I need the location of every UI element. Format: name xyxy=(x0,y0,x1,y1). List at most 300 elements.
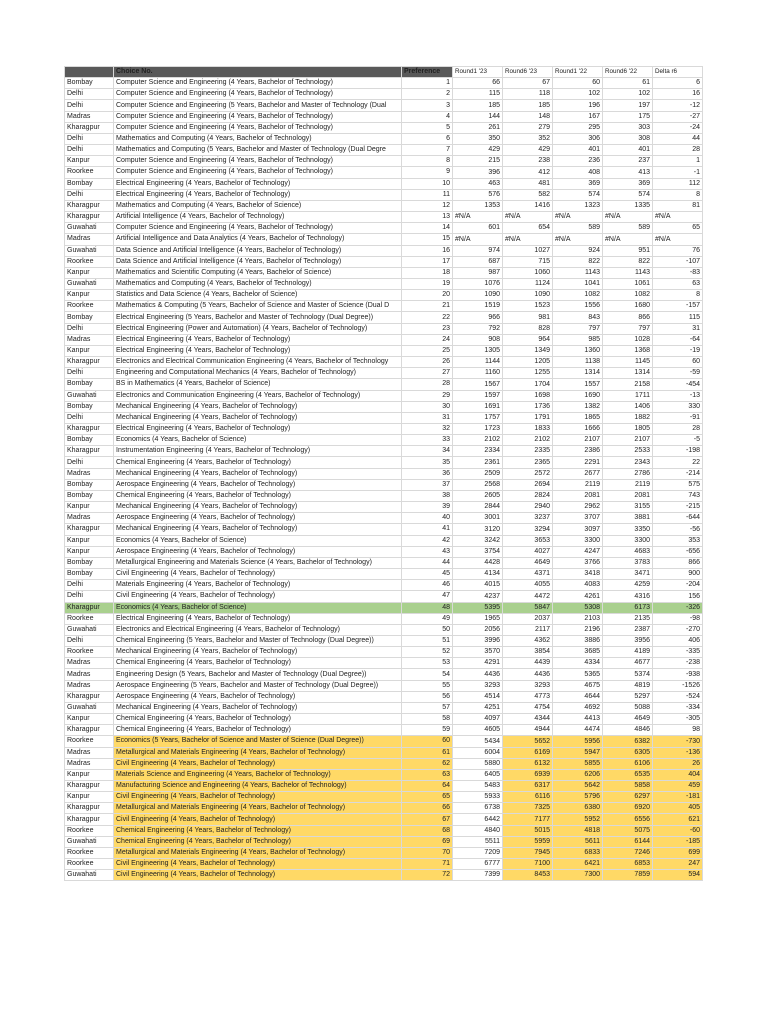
preference-cell[interactable]: 38 xyxy=(402,490,453,501)
round6-23-cell[interactable]: 352 xyxy=(503,133,553,144)
round1-22-cell[interactable]: 1082 xyxy=(553,290,603,301)
round6-23-cell[interactable]: 2940 xyxy=(503,502,553,513)
institute-cell[interactable]: Delhi xyxy=(65,89,114,100)
round6-23-cell[interactable]: 5652 xyxy=(503,736,553,747)
round6-23-cell[interactable]: 654 xyxy=(503,223,553,234)
delta-r6-cell[interactable]: 63 xyxy=(653,278,703,289)
round1-22-cell[interactable]: 1143 xyxy=(553,267,603,278)
preference-cell[interactable]: 58 xyxy=(402,714,453,725)
choice-cell[interactable]: Aerospace Engineering (4 Years, Bachelor of Technology) xyxy=(114,691,402,702)
choice-cell[interactable]: Mechanical Engineering (4 Years, Bachelor of Technology) xyxy=(114,401,402,412)
round1-23-cell[interactable]: 792 xyxy=(453,323,503,334)
institute-cell[interactable]: Kharagpur xyxy=(65,524,114,535)
round6-23-cell[interactable]: 1416 xyxy=(503,200,553,211)
institute-cell[interactable]: Guwahati xyxy=(65,836,114,847)
preference-cell[interactable]: 61 xyxy=(402,747,453,758)
round6-22-cell[interactable]: 951 xyxy=(603,245,653,256)
round1-23-cell[interactable]: 3001 xyxy=(453,513,503,524)
delta-r6-cell[interactable]: 6 xyxy=(653,78,703,89)
choice-cell[interactable]: Chemical Engineering (4 Years, Bachelor of Technology) xyxy=(114,725,402,736)
delta-r6-cell[interactable]: -334 xyxy=(653,702,703,713)
round6-23-cell[interactable]: 3294 xyxy=(503,524,553,535)
round6-22-cell[interactable]: 2081 xyxy=(603,490,653,501)
round6-22-cell[interactable]: 4819 xyxy=(603,680,653,691)
round6-23-cell[interactable]: 4436 xyxy=(503,669,553,680)
choice-cell[interactable]: Data Science and Artificial Intelligence (4 Years, Bachelor of Technology) xyxy=(114,245,402,256)
round1-22-cell[interactable]: 5642 xyxy=(553,781,603,792)
round6-22-cell[interactable]: 2533 xyxy=(603,446,653,457)
choice-cell[interactable]: Electrical Engineering (4 Years, Bachelor of Technology) xyxy=(114,334,402,345)
round1-23-cell[interactable]: 1090 xyxy=(453,290,503,301)
round1-22-cell[interactable]: 843 xyxy=(553,312,603,323)
delta-r6-cell[interactable]: -1526 xyxy=(653,680,703,691)
round6-22-cell[interactable]: 3155 xyxy=(603,502,653,513)
delta-r6-cell[interactable]: 8 xyxy=(653,189,703,200)
preference-cell[interactable]: 28 xyxy=(402,379,453,390)
delta-r6-cell[interactable]: -64 xyxy=(653,334,703,345)
round6-23-cell[interactable]: 1791 xyxy=(503,412,553,423)
round6-22-cell[interactable]: 1805 xyxy=(603,424,653,435)
institute-cell[interactable]: Kanpur xyxy=(65,546,114,557)
round1-23-cell[interactable]: 2102 xyxy=(453,435,503,446)
delta-r6-cell[interactable]: 112 xyxy=(653,178,703,189)
header-preference[interactable]: Preference xyxy=(402,67,453,78)
round1-22-cell[interactable]: 4083 xyxy=(553,580,603,591)
delta-r6-cell[interactable]: -204 xyxy=(653,580,703,591)
round1-22-cell[interactable]: 5952 xyxy=(553,814,603,825)
round1-22-cell[interactable]: 4247 xyxy=(553,546,603,557)
choice-cell[interactable]: Chemical Engineering (4 Years, Bachelor of Technology) xyxy=(114,825,402,836)
choice-cell[interactable]: Aerospace Engineering (5 Years, Bachelor and Master of Technology (Dual Degree)) xyxy=(114,680,402,691)
round6-23-cell[interactable]: 1704 xyxy=(503,379,553,390)
round1-22-cell[interactable]: 1323 xyxy=(553,200,603,211)
choice-cell[interactable]: Electrical Engineering (4 Years, Bachelor of Technology) xyxy=(114,189,402,200)
delta-r6-cell[interactable]: -305 xyxy=(653,714,703,725)
preference-cell[interactable]: 18 xyxy=(402,267,453,278)
round1-23-cell[interactable]: 908 xyxy=(453,334,503,345)
round6-23-cell[interactable]: 7100 xyxy=(503,859,553,870)
choice-cell[interactable]: Chemical Engineering (4 Years, Bachelor of Technology) xyxy=(114,457,402,468)
round1-23-cell[interactable]: 2844 xyxy=(453,502,503,513)
round1-23-cell[interactable]: 1305 xyxy=(453,345,503,356)
delta-r6-cell[interactable]: -27 xyxy=(653,111,703,122)
delta-r6-cell[interactable]: -56 xyxy=(653,524,703,535)
header-round1-23[interactable]: Round1 '23 xyxy=(453,67,503,78)
delta-r6-cell[interactable]: 26 xyxy=(653,758,703,769)
round1-23-cell[interactable]: 1965 xyxy=(453,613,503,624)
delta-r6-cell[interactable]: 866 xyxy=(653,557,703,568)
round1-22-cell[interactable]: 2196 xyxy=(553,624,603,635)
preference-cell[interactable]: 43 xyxy=(402,546,453,557)
delta-r6-cell[interactable]: -644 xyxy=(653,513,703,524)
round6-22-cell[interactable]: 4846 xyxy=(603,725,653,736)
round6-23-cell[interactable]: 1523 xyxy=(503,301,553,312)
round1-23-cell[interactable]: 463 xyxy=(453,178,503,189)
round6-22-cell[interactable]: 5858 xyxy=(603,781,653,792)
institute-cell[interactable]: Kharagpur xyxy=(65,446,114,457)
institute-cell[interactable]: Kanpur xyxy=(65,345,114,356)
round1-23-cell[interactable]: 1519 xyxy=(453,301,503,312)
choice-cell[interactable]: Mathematics and Computing (4 Years, Bachelor of Science) xyxy=(114,200,402,211)
round1-23-cell[interactable]: 6405 xyxy=(453,769,503,780)
choice-cell[interactable]: Civil Engineering (4 Years, Bachelor of Technology) xyxy=(114,591,402,602)
preference-cell[interactable]: 21 xyxy=(402,301,453,312)
round1-23-cell[interactable]: 5434 xyxy=(453,736,503,747)
round6-23-cell[interactable]: 412 xyxy=(503,167,553,178)
choice-cell[interactable]: Mechanical Engineering (4 Years, Bachelor of Technology) xyxy=(114,468,402,479)
round6-23-cell[interactable]: 1090 xyxy=(503,290,553,301)
delta-r6-cell[interactable]: -185 xyxy=(653,836,703,847)
delta-r6-cell[interactable]: 81 xyxy=(653,200,703,211)
choice-cell[interactable]: Mathematics and Scientific Computing (4 Years, Bachelor of Science) xyxy=(114,267,402,278)
delta-r6-cell[interactable]: -214 xyxy=(653,468,703,479)
delta-r6-cell[interactable]: -238 xyxy=(653,658,703,669)
header-choice[interactable]: Choice No. xyxy=(114,67,402,78)
choice-cell[interactable]: Artificial Intelligence and Data Analytics (4 Years, Bachelor of Technology) xyxy=(114,234,402,245)
round1-22-cell[interactable]: 5947 xyxy=(553,747,603,758)
round1-23-cell[interactable]: 3570 xyxy=(453,647,503,658)
preference-cell[interactable]: 23 xyxy=(402,323,453,334)
preference-cell[interactable]: 56 xyxy=(402,691,453,702)
choice-cell[interactable]: Chemical Engineering (4 Years, Bachelor of Technology) xyxy=(114,836,402,847)
round6-23-cell[interactable]: 1027 xyxy=(503,245,553,256)
choice-cell[interactable]: Manufacturing Science and Engineering (4 Years, Bachelor of Technology) xyxy=(114,781,402,792)
institute-cell[interactable]: Guwahati xyxy=(65,702,114,713)
delta-r6-cell[interactable]: -270 xyxy=(653,624,703,635)
preference-cell[interactable]: 29 xyxy=(402,390,453,401)
round6-23-cell[interactable]: 715 xyxy=(503,256,553,267)
preference-cell[interactable]: 34 xyxy=(402,446,453,457)
round6-23-cell[interactable]: 2694 xyxy=(503,479,553,490)
round6-23-cell[interactable]: 6939 xyxy=(503,769,553,780)
institute-cell[interactable]: Kanpur xyxy=(65,502,114,513)
header-round1-22[interactable]: Round1 '22 xyxy=(553,67,603,78)
delta-r6-cell[interactable]: -335 xyxy=(653,647,703,658)
round6-22-cell[interactable]: 1335 xyxy=(603,200,653,211)
delta-r6-cell[interactable]: #N/A xyxy=(653,212,703,223)
round1-22-cell[interactable]: 4261 xyxy=(553,591,603,602)
round1-23-cell[interactable]: 1076 xyxy=(453,278,503,289)
delta-r6-cell[interactable]: 28 xyxy=(653,145,703,156)
preference-cell[interactable]: 16 xyxy=(402,245,453,256)
round6-22-cell[interactable]: #N/A xyxy=(603,212,653,223)
round1-22-cell[interactable]: 2291 xyxy=(553,457,603,468)
delta-r6-cell[interactable]: -19 xyxy=(653,345,703,356)
round6-23-cell[interactable]: 4362 xyxy=(503,635,553,646)
round6-23-cell[interactable]: 2335 xyxy=(503,446,553,457)
choice-cell[interactable]: Computer Science and Engineering (4 Years, Bachelor of Technology) xyxy=(114,78,402,89)
round6-22-cell[interactable]: 1406 xyxy=(603,401,653,412)
round6-22-cell[interactable]: 6297 xyxy=(603,792,653,803)
institute-cell[interactable]: Kanpur xyxy=(65,714,114,725)
round1-22-cell[interactable]: 1360 xyxy=(553,345,603,356)
round1-22-cell[interactable]: 1382 xyxy=(553,401,603,412)
choice-cell[interactable]: Mechanical Engineering (4 Years, Bachelor of Technology) xyxy=(114,647,402,658)
institute-cell[interactable]: Kharagpur xyxy=(65,814,114,825)
round1-23-cell[interactable]: 5483 xyxy=(453,781,503,792)
round1-22-cell[interactable]: 1666 xyxy=(553,424,603,435)
institute-cell[interactable]: Roorkee xyxy=(65,859,114,870)
round1-23-cell[interactable]: 1757 xyxy=(453,412,503,423)
institute-cell[interactable]: Bombay xyxy=(65,557,114,568)
round1-22-cell[interactable]: #N/A xyxy=(553,212,603,223)
delta-r6-cell[interactable]: #N/A xyxy=(653,234,703,245)
round6-22-cell[interactable]: 2786 xyxy=(603,468,653,479)
institute-cell[interactable]: Madras xyxy=(65,468,114,479)
preference-cell[interactable]: 46 xyxy=(402,580,453,591)
preference-cell[interactable]: 53 xyxy=(402,658,453,669)
choice-cell[interactable]: Mechanical Engineering (4 Years, Bachelor of Technology) xyxy=(114,412,402,423)
delta-r6-cell[interactable]: 405 xyxy=(653,803,703,814)
round6-22-cell[interactable]: 1314 xyxy=(603,368,653,379)
round6-22-cell[interactable]: 4316 xyxy=(603,591,653,602)
round6-23-cell[interactable]: 118 xyxy=(503,89,553,100)
preference-cell[interactable]: 42 xyxy=(402,535,453,546)
round6-22-cell[interactable]: 6106 xyxy=(603,758,653,769)
preference-cell[interactable]: 41 xyxy=(402,524,453,535)
round1-22-cell[interactable]: 1865 xyxy=(553,412,603,423)
choice-cell[interactable]: Mathematics and Computing (4 Years, Bachelor of Technology) xyxy=(114,133,402,144)
round1-22-cell[interactable]: 4644 xyxy=(553,691,603,702)
round6-23-cell[interactable]: 7177 xyxy=(503,814,553,825)
round6-22-cell[interactable]: 1368 xyxy=(603,345,653,356)
round1-23-cell[interactable]: 2361 xyxy=(453,457,503,468)
round6-23-cell[interactable]: #N/A xyxy=(503,234,553,245)
choice-cell[interactable]: Computer Science and Engineering (4 Years, Bachelor of Technology) xyxy=(114,156,402,167)
choice-cell[interactable]: Aerospace Engineering (4 Years, Bachelor of Technology) xyxy=(114,513,402,524)
delta-r6-cell[interactable]: 404 xyxy=(653,769,703,780)
round1-23-cell[interactable]: 2056 xyxy=(453,624,503,635)
round6-23-cell[interactable]: 1349 xyxy=(503,345,553,356)
round6-22-cell[interactable]: 5075 xyxy=(603,825,653,836)
round6-23-cell[interactable]: 185 xyxy=(503,100,553,111)
preference-cell[interactable]: 52 xyxy=(402,647,453,658)
round6-23-cell[interactable]: 6116 xyxy=(503,792,553,803)
preference-cell[interactable]: 50 xyxy=(402,624,453,635)
round6-23-cell[interactable]: 2117 xyxy=(503,624,553,635)
round6-22-cell[interactable]: 4259 xyxy=(603,580,653,591)
round1-23-cell[interactable]: 1723 xyxy=(453,424,503,435)
delta-r6-cell[interactable]: -656 xyxy=(653,546,703,557)
round1-22-cell[interactable]: 3886 xyxy=(553,635,603,646)
round1-23-cell[interactable]: 2605 xyxy=(453,490,503,501)
round1-22-cell[interactable]: 589 xyxy=(553,223,603,234)
institute-cell[interactable]: Madras xyxy=(65,669,114,680)
choice-cell[interactable]: Electrical Engineering (4 Years, Bachelor of Technology) xyxy=(114,613,402,624)
round6-22-cell[interactable]: 1061 xyxy=(603,278,653,289)
preference-cell[interactable]: 35 xyxy=(402,457,453,468)
institute-cell[interactable]: Kanpur xyxy=(65,290,114,301)
round1-23-cell[interactable]: 144 xyxy=(453,111,503,122)
preference-cell[interactable]: 60 xyxy=(402,736,453,747)
institute-cell[interactable]: Delhi xyxy=(65,100,114,111)
round6-23-cell[interactable]: 4027 xyxy=(503,546,553,557)
choice-cell[interactable]: Data Science and Artificial Intelligence (4 Years, Bachelor of Technology) xyxy=(114,256,402,267)
choice-cell[interactable]: Chemical Engineering (4 Years, Bachelor of Technology) xyxy=(114,714,402,725)
choice-cell[interactable]: Metallurgical and Materials Engineering (4 Years, Bachelor of Technology) xyxy=(114,847,402,858)
round6-23-cell[interactable]: 5847 xyxy=(503,602,553,613)
round6-22-cell[interactable]: 574 xyxy=(603,189,653,200)
round6-23-cell[interactable]: 2824 xyxy=(503,490,553,501)
round6-22-cell[interactable]: 303 xyxy=(603,122,653,133)
round1-23-cell[interactable]: 1567 xyxy=(453,379,503,390)
preference-cell[interactable]: 45 xyxy=(402,569,453,580)
round1-22-cell[interactable]: 401 xyxy=(553,145,603,156)
header-round6-22[interactable]: Round6 '22 xyxy=(603,67,653,78)
round6-23-cell[interactable]: 4371 xyxy=(503,569,553,580)
choice-cell[interactable]: Metallurgical and Materials Engineering (4 Years, Bachelor of Technology) xyxy=(114,747,402,758)
preference-cell[interactable]: 36 xyxy=(402,468,453,479)
round1-22-cell[interactable]: 5365 xyxy=(553,669,603,680)
round1-22-cell[interactable]: 5855 xyxy=(553,758,603,769)
institute-cell[interactable]: Bombay xyxy=(65,401,114,412)
round6-23-cell[interactable]: 4944 xyxy=(503,725,553,736)
preference-cell[interactable]: 47 xyxy=(402,591,453,602)
preference-cell[interactable]: 59 xyxy=(402,725,453,736)
round1-23-cell[interactable]: 4605 xyxy=(453,725,503,736)
round1-23-cell[interactable]: 5933 xyxy=(453,792,503,803)
delta-r6-cell[interactable]: -938 xyxy=(653,669,703,680)
delta-r6-cell[interactable]: 156 xyxy=(653,591,703,602)
round1-23-cell[interactable]: 261 xyxy=(453,122,503,133)
choice-cell[interactable]: Civil Engineering (4 Years, Bachelor of Technology) xyxy=(114,792,402,803)
institute-cell[interactable]: Bombay xyxy=(65,479,114,490)
preference-cell[interactable]: 65 xyxy=(402,792,453,803)
institute-cell[interactable]: Roorkee xyxy=(65,736,114,747)
preference-cell[interactable]: 68 xyxy=(402,825,453,836)
round1-23-cell[interactable]: 4436 xyxy=(453,669,503,680)
preference-cell[interactable]: 57 xyxy=(402,702,453,713)
round1-23-cell[interactable]: 2509 xyxy=(453,468,503,479)
delta-r6-cell[interactable]: 98 xyxy=(653,725,703,736)
round6-22-cell[interactable]: 7246 xyxy=(603,847,653,858)
round1-22-cell[interactable]: 4692 xyxy=(553,702,603,713)
institute-cell[interactable]: Madras xyxy=(65,111,114,122)
round1-23-cell[interactable]: 3242 xyxy=(453,535,503,546)
delta-r6-cell[interactable]: 8 xyxy=(653,290,703,301)
round6-22-cell[interactable]: 1143 xyxy=(603,267,653,278)
institute-cell[interactable]: Kharagpur xyxy=(65,691,114,702)
choice-cell[interactable]: Computer Science and Engineering (4 Years, Bachelor of Technology) xyxy=(114,223,402,234)
choice-cell[interactable]: Civil Engineering (4 Years, Bachelor of Technology) xyxy=(114,814,402,825)
institute-cell[interactable]: Guwahati xyxy=(65,624,114,635)
round1-22-cell[interactable]: 3097 xyxy=(553,524,603,535)
choice-cell[interactable]: Chemical Engineering (5 Years, Bachelor and Master of Technology (Dual Degree)) xyxy=(114,635,402,646)
choice-cell[interactable]: BS in Mathematics (4 Years, Bachelor of Science) xyxy=(114,379,402,390)
delta-r6-cell[interactable]: -198 xyxy=(653,446,703,457)
round6-22-cell[interactable]: 102 xyxy=(603,89,653,100)
institute-cell[interactable]: Madras xyxy=(65,758,114,769)
round1-22-cell[interactable]: 3685 xyxy=(553,647,603,658)
round6-22-cell[interactable]: 6920 xyxy=(603,803,653,814)
round6-23-cell[interactable]: 6169 xyxy=(503,747,553,758)
round6-23-cell[interactable]: 279 xyxy=(503,122,553,133)
round1-22-cell[interactable]: 6380 xyxy=(553,803,603,814)
delta-r6-cell[interactable]: -730 xyxy=(653,736,703,747)
round1-23-cell[interactable]: 3120 xyxy=(453,524,503,535)
round1-22-cell[interactable]: 5956 xyxy=(553,736,603,747)
round6-22-cell[interactable]: 2387 xyxy=(603,624,653,635)
round1-22-cell[interactable]: 1556 xyxy=(553,301,603,312)
institute-cell[interactable]: Kharagpur xyxy=(65,200,114,211)
preference-cell[interactable]: 67 xyxy=(402,814,453,825)
preference-cell[interactable]: 51 xyxy=(402,635,453,646)
delta-r6-cell[interactable]: -454 xyxy=(653,379,703,390)
choice-cell[interactable]: Computer Science and Engineering (4 Years, Bachelor of Technology) xyxy=(114,89,402,100)
round1-22-cell[interactable]: 6833 xyxy=(553,847,603,858)
round6-23-cell[interactable]: 964 xyxy=(503,334,553,345)
delta-r6-cell[interactable]: 330 xyxy=(653,401,703,412)
round6-22-cell[interactable]: 3956 xyxy=(603,635,653,646)
preference-cell[interactable]: 2 xyxy=(402,89,453,100)
round1-23-cell[interactable]: 3293 xyxy=(453,680,503,691)
round6-22-cell[interactable]: 822 xyxy=(603,256,653,267)
header-delta-r6[interactable]: Delta r6 xyxy=(653,67,703,78)
round6-22-cell[interactable]: 6535 xyxy=(603,769,653,780)
preference-cell[interactable]: 20 xyxy=(402,290,453,301)
round1-23-cell[interactable]: 5395 xyxy=(453,602,503,613)
delta-r6-cell[interactable]: 743 xyxy=(653,490,703,501)
delta-r6-cell[interactable]: -13 xyxy=(653,390,703,401)
delta-r6-cell[interactable]: 60 xyxy=(653,357,703,368)
round6-22-cell[interactable]: 3881 xyxy=(603,513,653,524)
round6-22-cell[interactable]: 3350 xyxy=(603,524,653,535)
institute-cell[interactable]: Kanpur xyxy=(65,267,114,278)
choice-cell[interactable]: Economics (4 Years, Bachelor of Science) xyxy=(114,602,402,613)
choice-cell[interactable]: Mechanical Engineering (4 Years, Bachelor of Technology) xyxy=(114,502,402,513)
institute-cell[interactable]: Delhi xyxy=(65,189,114,200)
preference-cell[interactable]: 9 xyxy=(402,167,453,178)
round1-23-cell[interactable]: 350 xyxy=(453,133,503,144)
round1-22-cell[interactable]: 4675 xyxy=(553,680,603,691)
round1-22-cell[interactable]: 408 xyxy=(553,167,603,178)
round1-23-cell[interactable]: 987 xyxy=(453,267,503,278)
round1-23-cell[interactable]: 6004 xyxy=(453,747,503,758)
round6-23-cell[interactable]: 8453 xyxy=(503,870,553,881)
choice-cell[interactable]: Mathematics & Computing (5 Years, Bachelor of Science and Master of Science (Dual D xyxy=(114,301,402,312)
round6-22-cell[interactable]: 5297 xyxy=(603,691,653,702)
round1-22-cell[interactable]: 2081 xyxy=(553,490,603,501)
round6-22-cell[interactable]: 401 xyxy=(603,145,653,156)
institute-cell[interactable]: Kanpur xyxy=(65,769,114,780)
choice-cell[interactable]: Economics (4 Years, Bachelor of Science) xyxy=(114,535,402,546)
choice-cell[interactable]: Materials Science and Engineering (4 Years, Bachelor of Technology) xyxy=(114,769,402,780)
round1-23-cell[interactable]: 185 xyxy=(453,100,503,111)
round1-23-cell[interactable]: 4291 xyxy=(453,658,503,669)
round1-22-cell[interactable]: 167 xyxy=(553,111,603,122)
choice-cell[interactable]: Chemical Engineering (4 Years, Bachelor of Technology) xyxy=(114,658,402,669)
round1-23-cell[interactable]: 7209 xyxy=(453,847,503,858)
round6-23-cell[interactable]: 1736 xyxy=(503,401,553,412)
round6-23-cell[interactable]: 4055 xyxy=(503,580,553,591)
choice-cell[interactable]: Instrumentation Engineering (4 Years, Bachelor of Technology) xyxy=(114,446,402,457)
round1-23-cell[interactable]: #N/A xyxy=(453,234,503,245)
preference-cell[interactable]: 71 xyxy=(402,859,453,870)
round1-23-cell[interactable]: 966 xyxy=(453,312,503,323)
institute-cell[interactable]: Kanpur xyxy=(65,535,114,546)
delta-r6-cell[interactable]: -181 xyxy=(653,792,703,803)
round6-22-cell[interactable]: 3471 xyxy=(603,569,653,580)
institute-cell[interactable]: Madras xyxy=(65,334,114,345)
round6-23-cell[interactable]: 4344 xyxy=(503,714,553,725)
round6-22-cell[interactable]: 589 xyxy=(603,223,653,234)
round1-22-cell[interactable]: 236 xyxy=(553,156,603,167)
round6-23-cell[interactable]: 4754 xyxy=(503,702,553,713)
institute-cell[interactable]: Bombay xyxy=(65,490,114,501)
round1-23-cell[interactable]: 4097 xyxy=(453,714,503,725)
choice-cell[interactable]: Civil Engineering (4 Years, Bachelor of Technology) xyxy=(114,859,402,870)
round6-23-cell[interactable]: 148 xyxy=(503,111,553,122)
